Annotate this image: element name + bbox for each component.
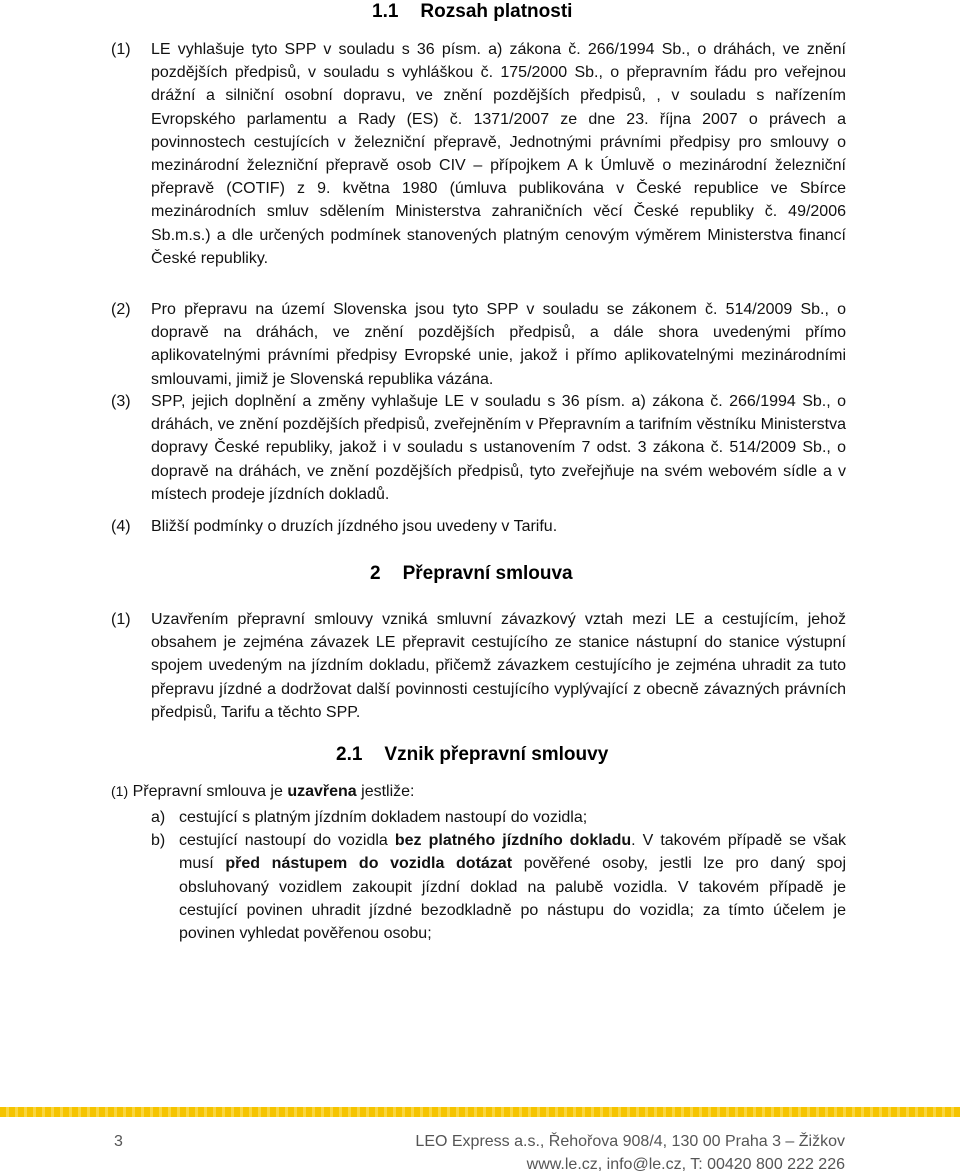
conditions-list bbox=[151, 806, 846, 945]
section-heading-2-1 bbox=[336, 744, 608, 766]
section-number: 2 bbox=[370, 563, 381, 584]
section-title: Přepravní smlouva bbox=[402, 563, 573, 584]
paragraph-number: (1) bbox=[111, 611, 131, 628]
list-item bbox=[151, 829, 846, 945]
paragraph-1-1-4 bbox=[111, 515, 846, 538]
paragraph-1-1-1 bbox=[111, 38, 846, 270]
text-run: cestující nastoupí do vozidla bbox=[179, 832, 395, 850]
clause-intro bbox=[111, 783, 414, 801]
text-run-bold: před nástupem do vozidla dotázat bbox=[225, 855, 513, 873]
clause-text-bold: uzavřena bbox=[287, 783, 357, 800]
text-run: pověřené osoby, jestli lze pro daný spoj obsluhovaný vozidlem zakoupit jízdní doklad na palubě vozidla. V takovém případě je cestující povinen uhradit jízdné bezodkladně po nástupu do vozidla; za tímto účelem je povinen vyhledat pověřenou osobu; bbox=[179, 855, 846, 943]
paragraph-text: Pro přepravu na území Slovenska jsou tyto SPP v souladu se zákonem č. 514/2009 Sb., o dopravě na dráhách, ve znění pozdějších předpisů, a dále shora uvedenými přímo aplikovatelnými právními předpisy Evropské unie, jakož i přímo aplikovatelnými mezinárodními smlouvami, jimiž je Slovenská republika vázána. bbox=[151, 301, 846, 388]
paragraph-text: Bližší podmínky o druzích jízdného jsou uvedeny v Tarifu. bbox=[151, 518, 558, 535]
section-number: 1.1 bbox=[372, 1, 399, 22]
paragraph-1-1-2 bbox=[111, 298, 846, 391]
paragraph-number: (4) bbox=[111, 518, 131, 535]
section-title: Vznik přepravní smlouvy bbox=[384, 744, 609, 765]
clause-text-pre: Přepravní smlouva je bbox=[132, 783, 288, 800]
paragraph-text: SPP, jejich doplnění a změny vyhlašuje LE v souladu s 36 písm. a) zákona č. 266/1994 Sb., o dráhách, ve znění pozdějších předpisů, zveřejněním v Přepravním a tarifním věstníku Ministerstva dopravy České republiky, jakož i v souladu s ustanovením 7 odst. 3 zákona č. 514/2009 Sb., o dopravě na dráhách, ve znění pozdějších předpisů, tyto zveřejňuje na svém webovém sídle a v místech prodeje jízdních dokladů. bbox=[151, 393, 846, 503]
section-heading-2 bbox=[370, 563, 573, 585]
paragraph-text: Uzavřením přepravní smlouvy vzniká smluvní závazkový vztah mezi LE a cestujícím, jehož obsahem je zejména závazek LE přepravit cestujícího ze stanice nástupní do stanice výstupní spojem uvedeným na jízdním dokladu, přičemž závazkem cestujícího je zejména uhradit za tuto přepravu jízdné a dodržovat další povinnosti cestujícího vyplývající z obecně závazných právních předpisů, Tarifu a těchto SPP. bbox=[151, 611, 846, 721]
footer-company: LEO Express a.s., Řehořova 908/4, 130 00 Praha 3 – Žižkov bbox=[415, 1133, 845, 1150]
text-run: . V takovém případě se však musí bbox=[179, 832, 847, 873]
paragraph-number: (2) bbox=[111, 301, 131, 318]
page-number: 3 bbox=[114, 1133, 123, 1150]
footer-contact: www.le.cz, info@le.cz, T: 00420 800 222 226 bbox=[526, 1156, 845, 1173]
text-run-bold: bez platného jízdního dokladu bbox=[394, 832, 632, 850]
list-item-label: a) bbox=[151, 809, 166, 826]
paragraph-number: (1) bbox=[111, 41, 131, 58]
clause-text-post: jestliže: bbox=[356, 783, 415, 800]
list-item-label: b) bbox=[151, 832, 166, 850]
list-item-text bbox=[179, 829, 846, 945]
section-number: 2.1 bbox=[336, 744, 363, 765]
section-heading-1-1 bbox=[372, 1, 572, 23]
paragraph-number: (3) bbox=[111, 393, 131, 410]
section-title: Rozsah platnosti bbox=[420, 1, 573, 22]
list-item-text: cestující s platným jízdním dokladem nastoupí do vozidla; bbox=[179, 809, 588, 826]
paragraph-text: LE vyhlašuje tyto SPP v souladu s 36 písm. a) zákona č. 266/1994 Sb., o dráhách, ve znění pozdějších předpisů, v souladu s vyhláškou č. 175/2000 Sb., o přepravním řádu pro veřejnou drážní a silniční osobní dopravu, ve znění pozdějších předpisů, , v souladu s nařízením Evropského parlamentu a Rady (ES) č. 1371/2007 ze dne 23. října 2007 o právech a povinnostech cestujících v železniční přepravě, Jednotnými právními předpisy pro smlouvy o mezinárodní železniční přepravě osob CIV – přípojkem A k Úmluvě o mezinárodní železniční přepravě (COTIF) z 9. května 1980 (úmluva publikována v České republice ve Sbírce mezinárodních smluv sdělením Ministerstva zahraničních věcí České republiky č. 49/2006 Sb.m.s.) a dle určených podmínek stanovených platným cenovým výměrem Ministerstva financí České republiky. bbox=[151, 41, 846, 267]
clause-number: (1) bbox=[111, 783, 129, 799]
paragraph-2-1 bbox=[111, 608, 846, 724]
footer-divider bbox=[0, 1107, 960, 1117]
paragraph-1-1-3 bbox=[111, 390, 846, 506]
list-item bbox=[151, 806, 846, 829]
